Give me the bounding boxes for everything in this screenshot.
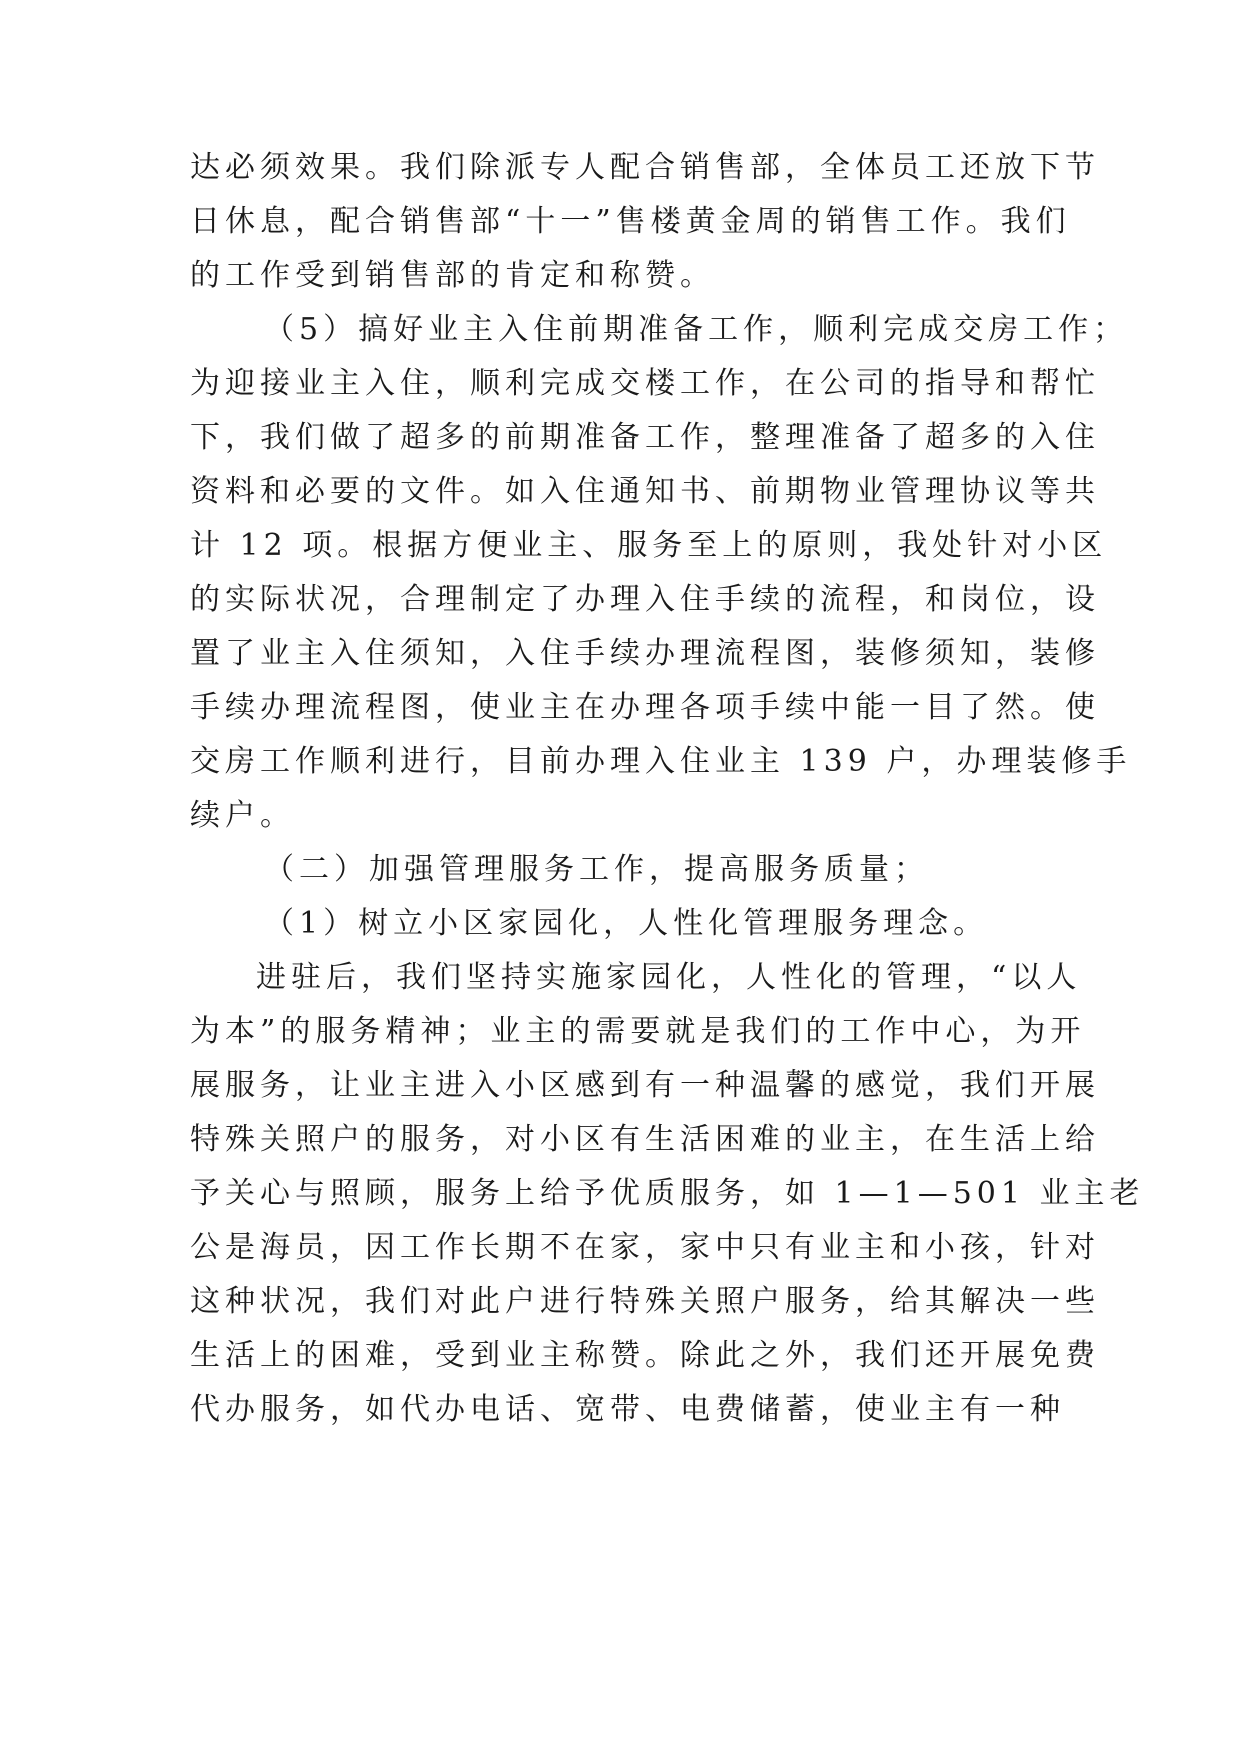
text-line: 下，我们做了超多的前期准备工作，整理准备了超多的入住: [190, 420, 1100, 455]
text-line: 达必须效果。我们除派专人配合销售部，全体员工还放下节: [190, 150, 1100, 185]
text-line: 的工作受到销售部的肯定和称赞。: [190, 258, 715, 293]
paragraph-start-line: （5）搞好业主入住前期准备工作，顺利完成交房工作；: [264, 312, 1129, 347]
text-line: 计 12 项。根据方便业主、服务至上的原则，我处针对小区: [190, 528, 1108, 563]
text-line: 展服务，让业主进入小区感到有一种温馨的感觉，我们开展: [190, 1068, 1100, 1103]
subsection-heading: （1）树立小区家园化，人性化管理服务理念。: [264, 906, 989, 941]
text-line: 公是海员，因工作长期不在家，家中只有业主和小孩，针对: [190, 1230, 1100, 1265]
text-line: 代办服务，如代办电话、宽带、电费储蓄，使业主有一种: [190, 1392, 1065, 1427]
text-line: 为迎接业主入住，顺利完成交楼工作，在公司的指导和帮忙: [190, 366, 1100, 401]
section-heading: （二）加强管理服务工作，提高服务质量；: [264, 852, 929, 887]
text-line: 日休息，配合销售部“十一”售楼黄金周的销售工作。我们: [190, 204, 1071, 239]
text-line: 这种状况，我们对此户进行特殊关照户服务，给其解决一些: [190, 1284, 1100, 1319]
text-line: 予关心与照顾，服务上给予优质服务，如 1—1—501 业主老: [190, 1176, 1145, 1211]
text-line: 为本”的服务精神；业主的需要就是我们的工作中心，为开: [190, 1014, 1086, 1049]
text-line: 手续办理流程图，使业主在办理各项手续中能一目了然。使: [190, 690, 1100, 725]
text-line: 续户。: [190, 798, 295, 833]
text-line: 特殊关照户的服务，对小区有生活困难的业主，在生活上给: [190, 1122, 1100, 1157]
paragraph-start-line: 进驻后，我们坚持实施家园化，人性化的管理，“以人: [256, 960, 1082, 995]
text-line: 生活上的困难，受到业主称赞。除此之外，我们还开展免费: [190, 1338, 1100, 1373]
text-line: 置了业主入住须知，入住手续办理流程图，装修须知，装修: [190, 636, 1100, 671]
text-line: 交房工作顺利进行，目前办理入住业主 139 户，办理装修手: [190, 744, 1132, 779]
text-line: 资料和必要的文件。如入住通知书、前期物业管理协议等共: [190, 474, 1100, 509]
text-line: 的实际状况，合理制定了办理入住手续的流程，和岗位，设: [190, 582, 1100, 617]
